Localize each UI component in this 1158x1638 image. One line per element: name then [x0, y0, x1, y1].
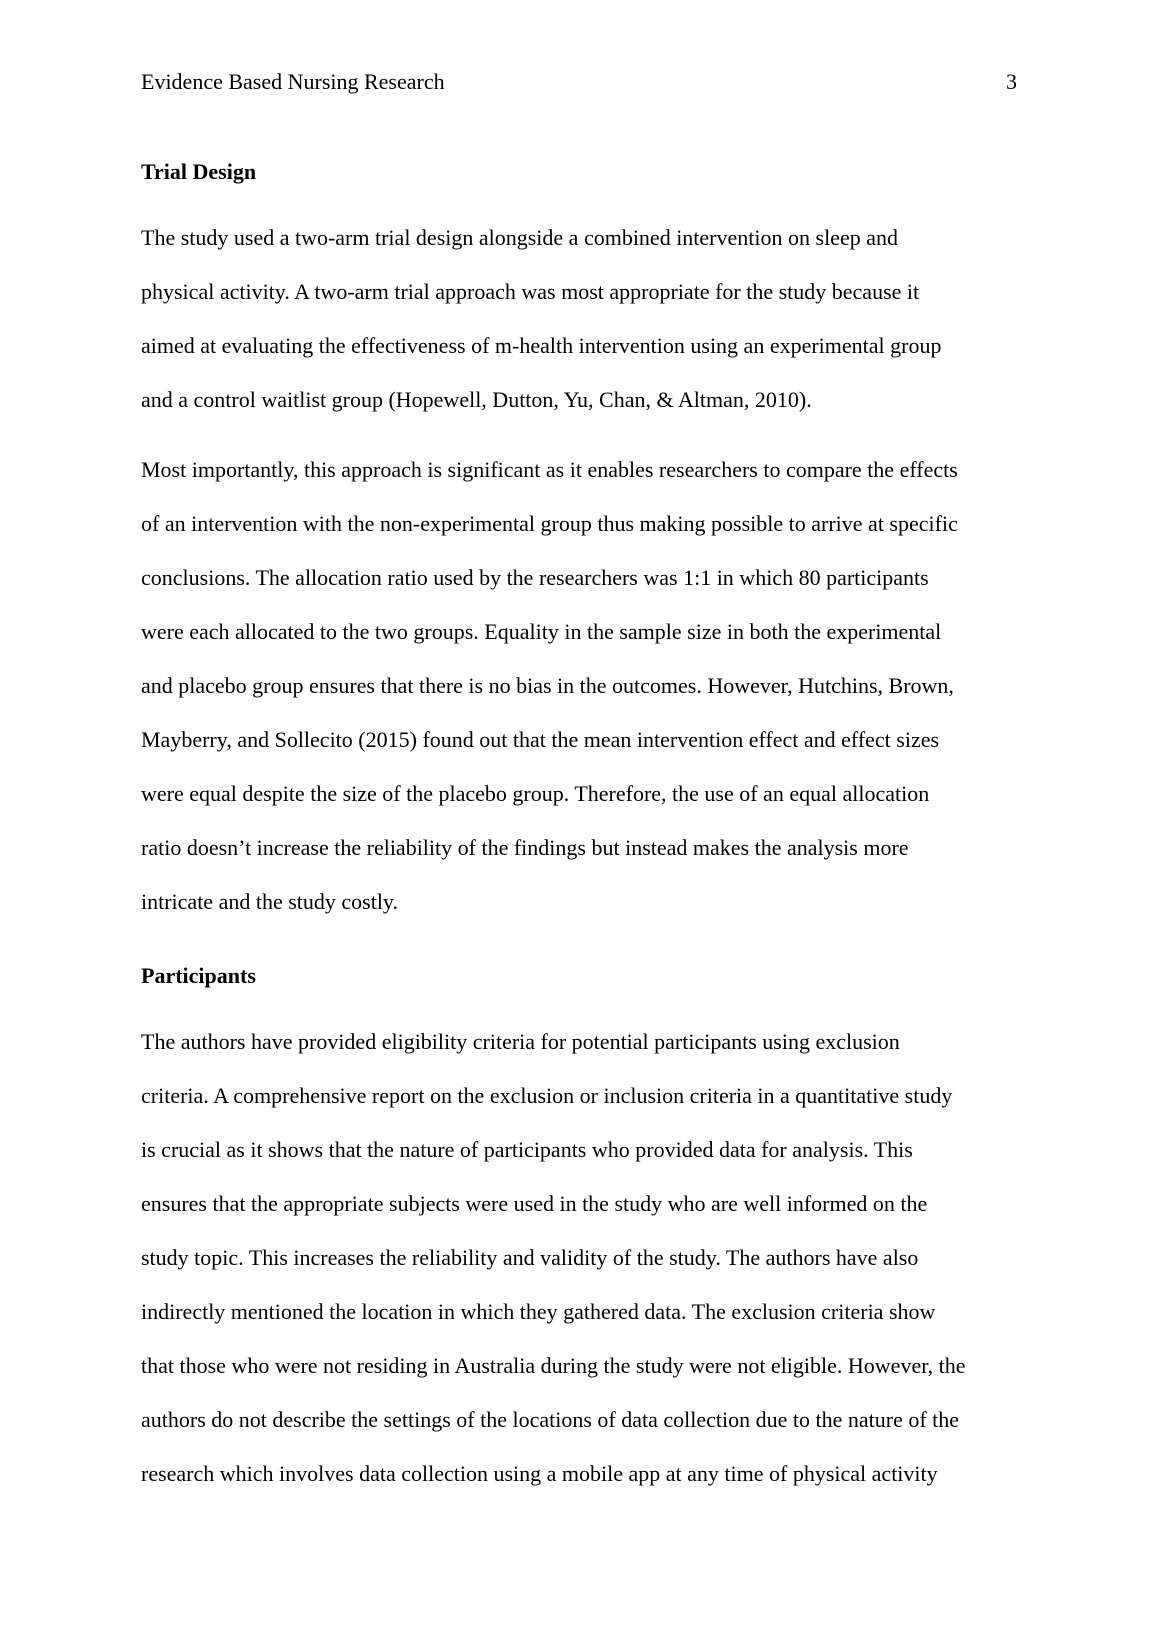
text-line: that those who were not residing in Australia during the study were not eligible. However, the: [141, 1353, 966, 1378]
section-heading-trial-design: Trial Design: [141, 159, 257, 184]
text-line: Mayberry, and Sollecito (2015) found out that the mean intervention effect and effect sizes: [141, 727, 940, 752]
text-line: indirectly mentioned the location in which they gathered data. The exclusion criteria show: [141, 1299, 936, 1324]
paragraph-trial-design-1: [141, 224, 942, 440]
text-line: and placebo group ensures that there is no bias in the outcomes. However, Hutchins, Brown,: [141, 673, 954, 698]
text-line: conclusions. The allocation ratio used by the researchers was 1:1 in which 80 participants: [141, 565, 929, 590]
paragraph-participants-1: [141, 1028, 966, 1514]
text-line: ensures that the appropriate subjects were used in the study who are well informed on the: [141, 1191, 928, 1216]
text-line: The study used a two-arm trial design alongside a combined intervention on sleep and: [141, 225, 898, 250]
text-line: research which involves data collection using a mobile app at any time of physical activity: [141, 1461, 938, 1486]
text-line: The authors have provided eligibility criteria for potential participants using exclusion: [141, 1029, 900, 1054]
text-line: aimed at evaluating the effectiveness of m-health intervention using an experimental group: [141, 333, 942, 358]
text-line: ratio doesn’t increase the reliability of the findings but instead makes the analysis more: [141, 835, 909, 860]
text-line: criteria. A comprehensive report on the exclusion or inclusion criteria in a quantitative study: [141, 1083, 953, 1108]
text-line: were equal despite the size of the placebo group. Therefore, the use of an equal allocation: [141, 781, 930, 806]
text-line: authors do not describe the settings of the locations of data collection due to the nature of the: [141, 1407, 960, 1432]
text-line: Most importantly, this approach is significant as it enables researchers to compare the effects: [141, 457, 958, 482]
section-heading-participants: Participants: [141, 963, 256, 988]
text-line: of an intervention with the non-experimental group thus making possible to arrive at specific: [141, 511, 958, 536]
page-number: 3: [1006, 69, 1017, 94]
text-line: physical activity. A two-arm trial approach was most appropriate for the study because it: [141, 279, 920, 304]
text-line: were each allocated to the two groups. Equality in the sample size in both the experimental: [141, 619, 942, 644]
text-line: is crucial as it shows that the nature of participants who provided data for analysis. This: [141, 1137, 913, 1162]
text-line: intricate and the study costly.: [141, 889, 399, 914]
paragraph-trial-design-2: [141, 456, 958, 942]
running-head: Evidence Based Nursing Research: [141, 69, 445, 94]
text-line: study topic. This increases the reliability and validity of the study. The authors have also: [141, 1245, 919, 1270]
text-line: and a control waitlist group (Hopewell, Dutton, Yu, Chan, & Altman, 2010).: [141, 387, 812, 412]
